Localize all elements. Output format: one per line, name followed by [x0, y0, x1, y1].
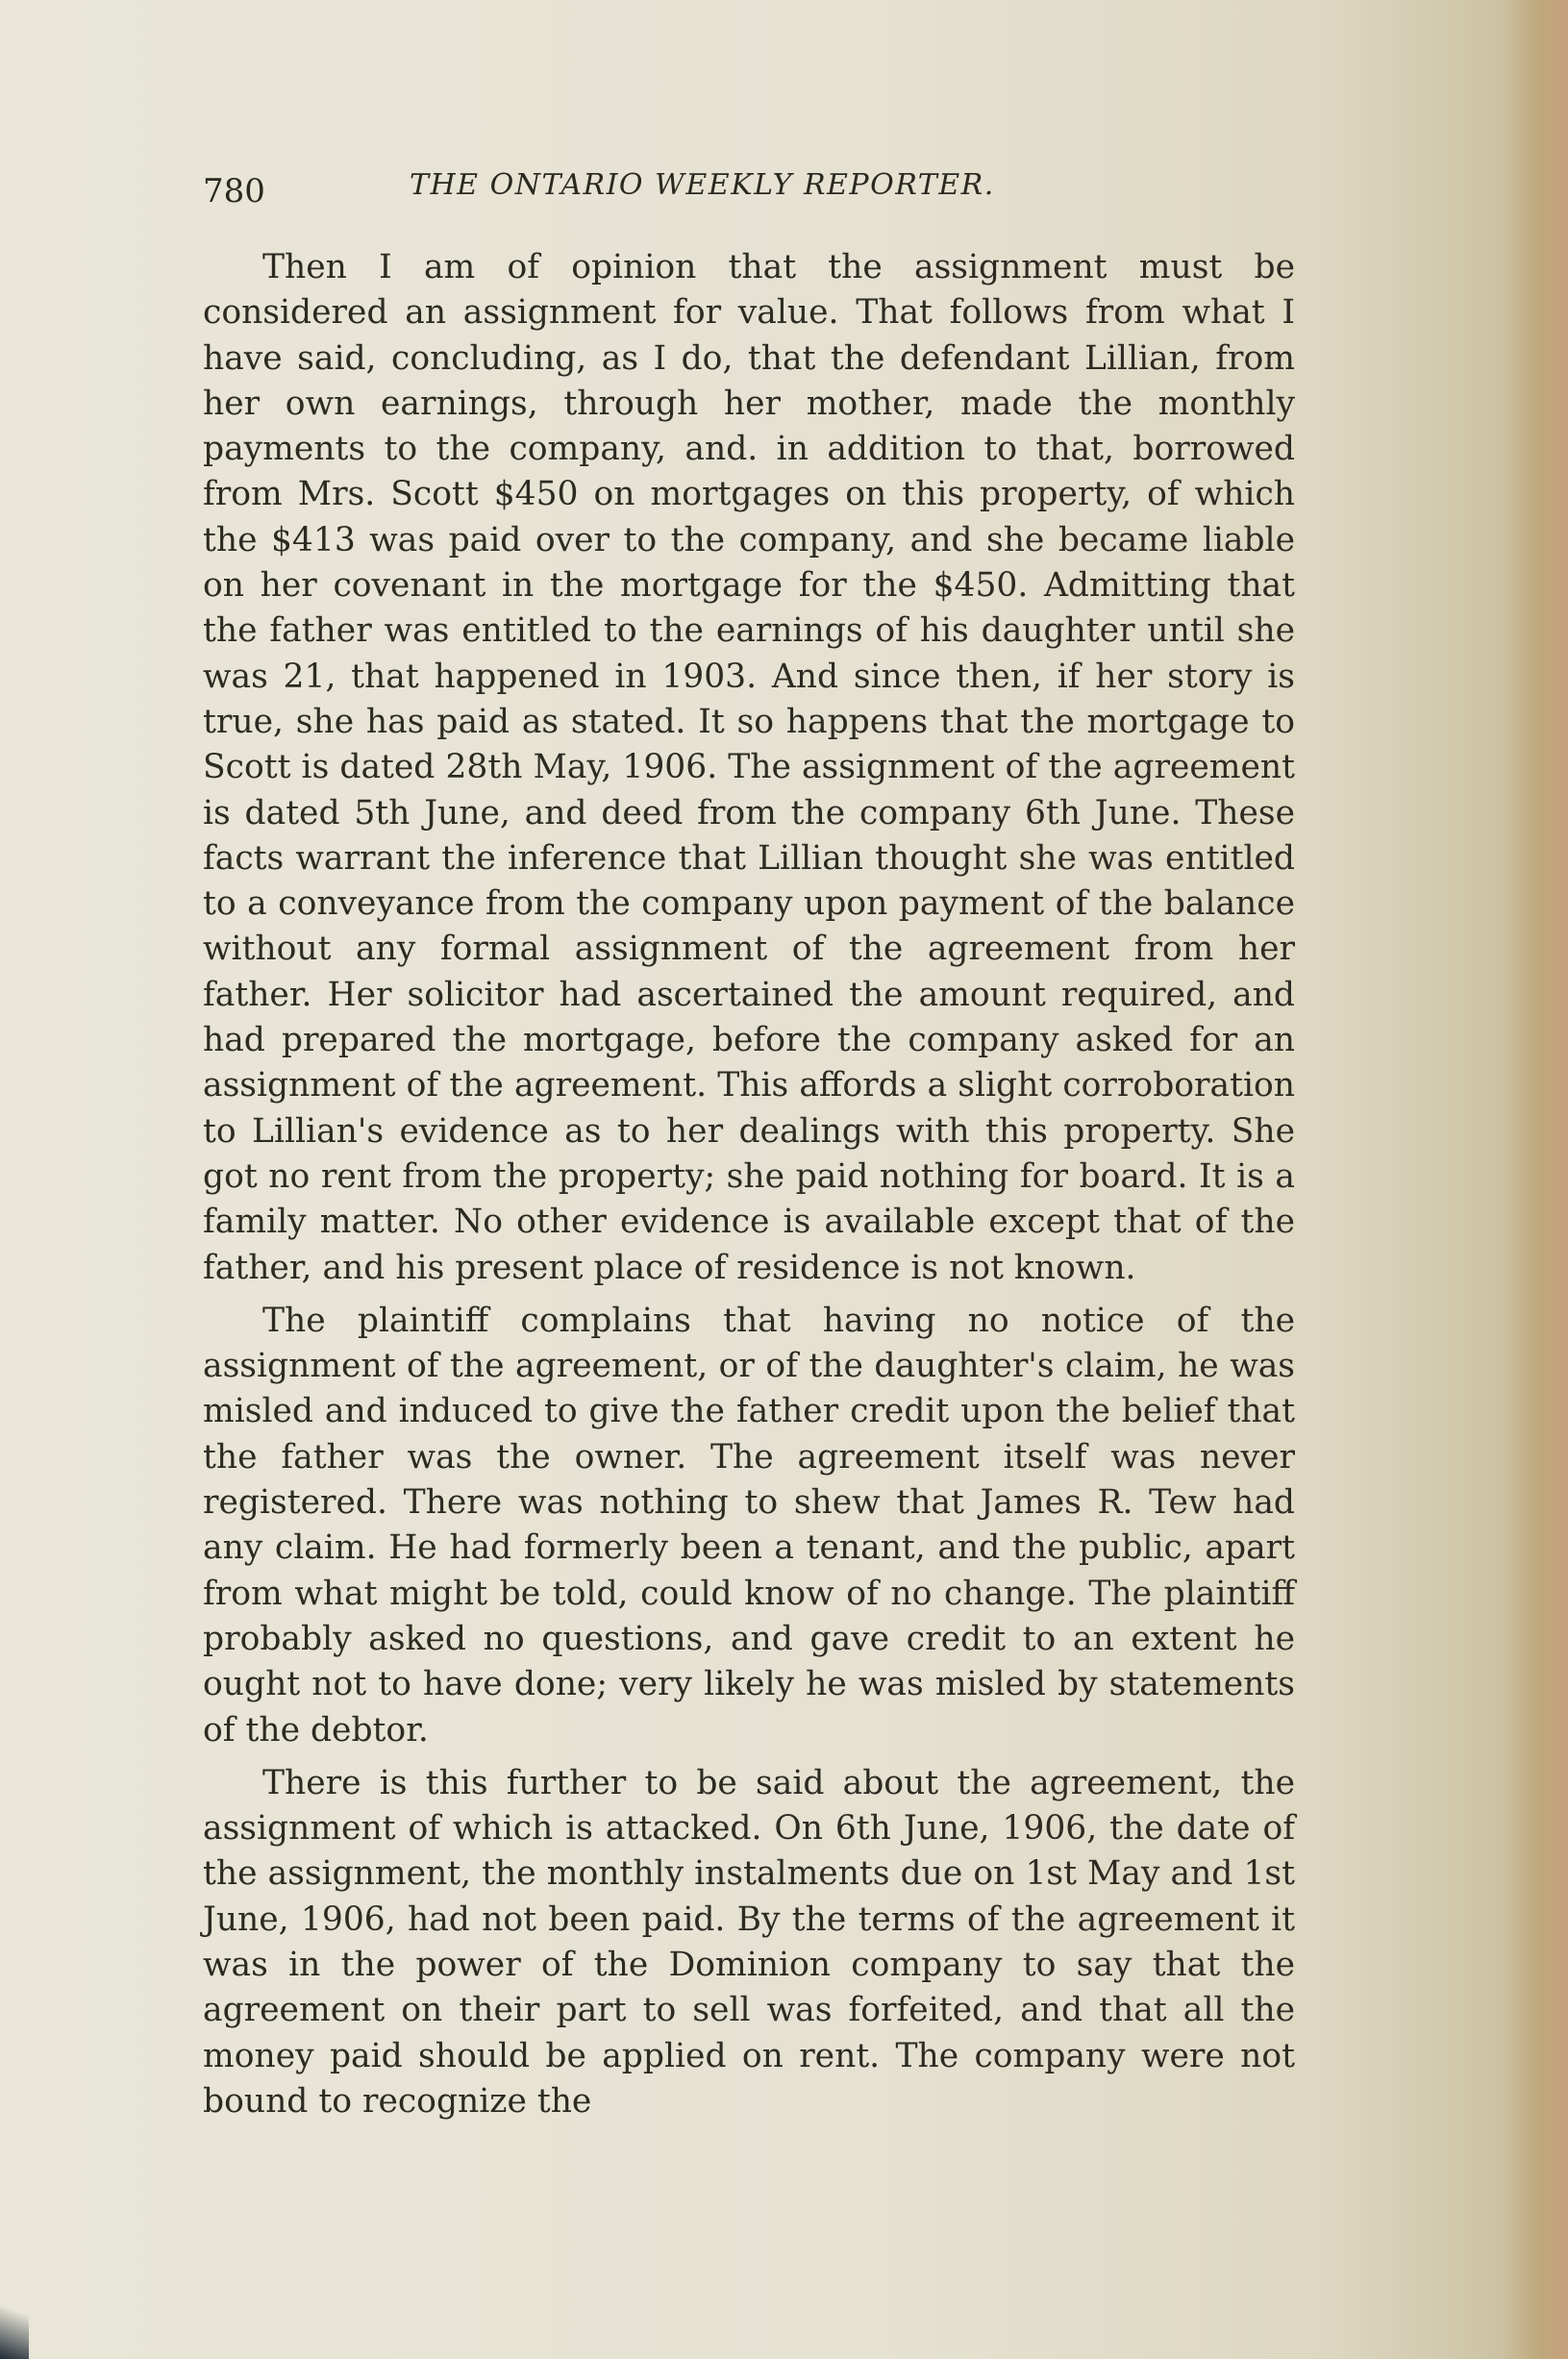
page-number: 780 — [203, 172, 265, 211]
running-title: THE ONTARIO WEEKLY REPORTER. — [410, 168, 995, 202]
paragraph-1: Then I am of opinion that the assignment must be considered an assignment for value. That follows from what I have said, concluding, as I do, that the defendant Lillian, from her own earnings, through her mother, made the monthly payments to the company, and. in addition to that, borrowed from Mrs. Scott $450 on mortgages on this property, of which the $413 was paid over to the company, and she became liable on her covenant in the mortgage for the $450. Admitting that the father was entitled to the earnings of his daughter until she was 21, that happened in 1903. And since then, if her story is true, she has paid as stated. It so happens that the mortgage to Scott is dated 28th May, 1906. The assignment of the agreement is dated 5th June, and deed from the company 6th June. These facts warrant the inference that Lillian thought she was entitled to a conveyance from the company upon payment of the balance without any formal assignment of the agreement from her father. Her solicitor had ascertained the amount required, and had prepared the mortgage, before the company asked for an assignment of the agreement. This affords a slight corroboration to Lillian's evidence as to her dealings with this property. She got no rent from the property; she paid nothing for board. It is a family matter. No other evidence is available except that of the father, and his present place of residence is not known. — [203, 248, 1295, 1287]
page-header — [203, 168, 1289, 216]
page-edge-shading — [1501, 0, 1568, 2359]
corner-shadow — [0, 2292, 29, 2359]
body-text — [203, 245, 1295, 2124]
paragraph-3: There is this further to be said about the agreement, the assignment of which is attacked. On 6th June, 1906, the date of the assignment, the monthly instalments due on 1st May and 1st June, 1906, had not been paid. By the terms of the agreement it was in the power of the Dominion company to say that the agreement on their part to sell was forfeited, and that all the money paid should be applied on rent. The company were not bound to recognize the — [203, 1763, 1295, 2121]
paragraph-2: The plaintiff complains that having no notice of the assignment of the agreement, or of the daughter's claim, he was misled and induced to give the father credit upon the belief that the father was the owner. The agreement itself was never registered. There was nothing to shew that James R. Tew had any claim. He had formerly been a tenant, and the public, apart from what might be told, could know of no change. The plaintiff probably asked no questions, and gave credit to an extent he ought not to have done; very likely he was misled by statements of the debtor. — [203, 1301, 1295, 1750]
